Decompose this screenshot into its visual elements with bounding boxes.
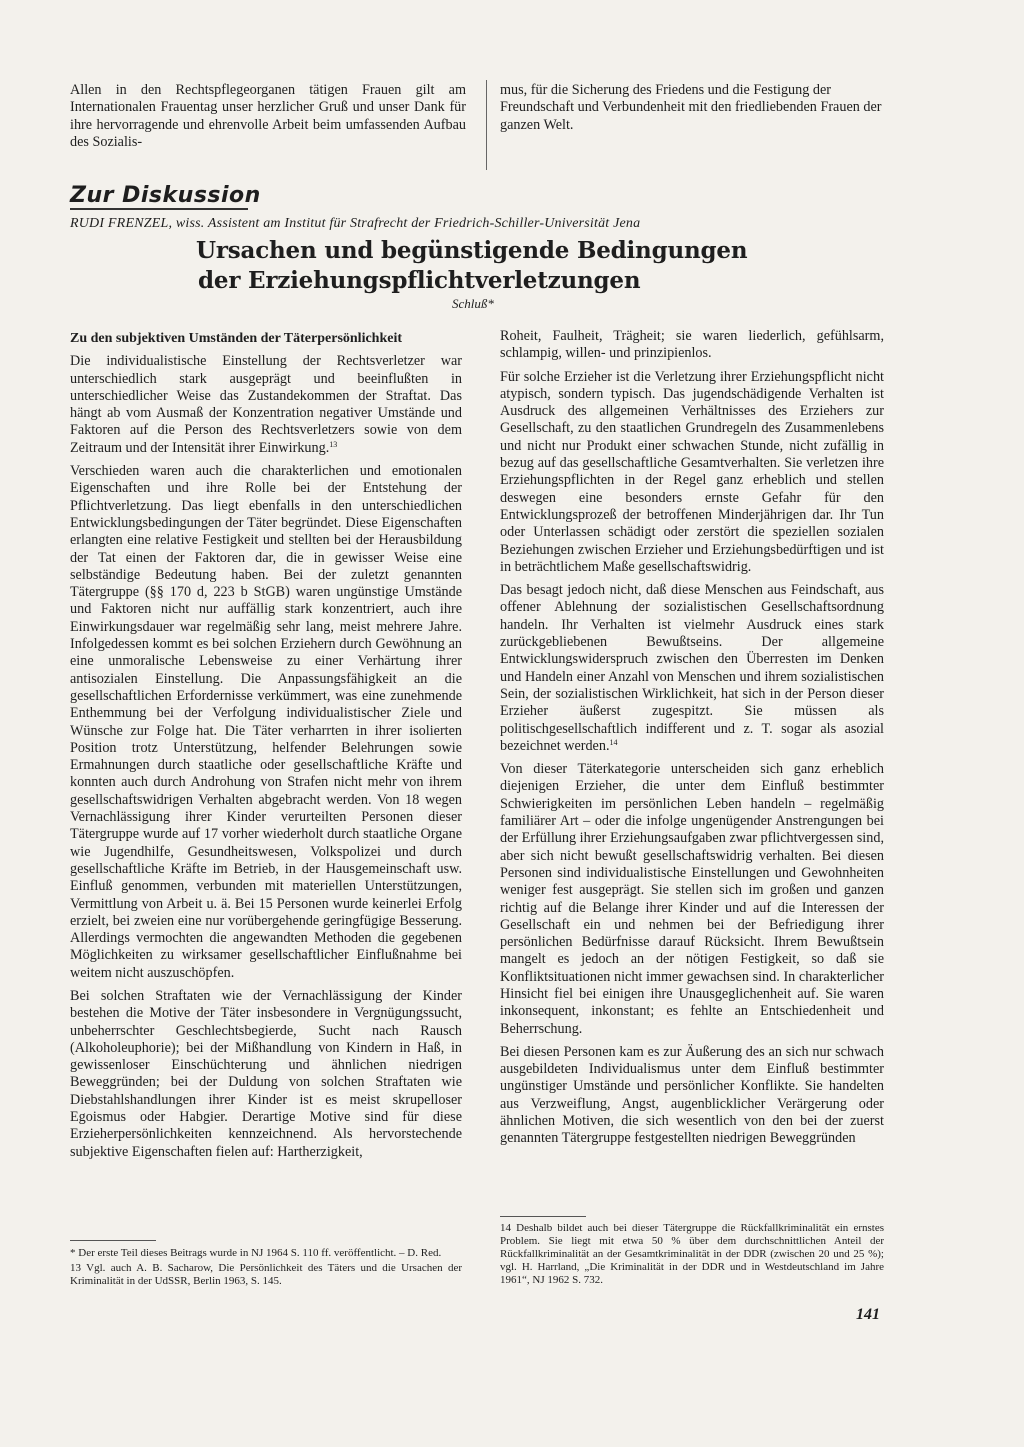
body-right-column [500,328,884,1154]
paragraph-text: Die individualistische Einstellung der Rechtsverletzer war unterschiedlich stark ausgeprägt und beeinflußten in unterschiedlicher Weise das Zustandekommen der Straftat. Das hängt ab vom Ausmaß der Konzentration negativer Umstände und Faktoren auf die Person des Rechtsverletzers sowie von dem Zeitraum und der Intensität ihrer Einwirkung. [70,353,462,456]
body-left-column [70,330,462,1167]
body-paragraph: Von dieser Täterkategorie unterscheiden sich ganz erheblich diejenigen Erzieher, die unter dem Einfluß bestimmter Schwierigkeiten im persönlichen Leben handeln – regelmäßig familiärer Art – oder die infolge ungenügender Anstrengungen bei der Erfüllung ihrer Erziehungsaufgaben zwar pflichtvergessen sind, aber sich nicht bewußt gesellschaftswidrig verhalten. Bei diesen Personen sind individualistische Einstellungen und Gewohnheiten weniger fest ausgeprägt. Sie stellen sich im großen und ganzen richtig auf die Belange ihrer Kinder und auf die Interessen der Gesellschaft ein und nehmen bei der Befriedigung ihrer persönlichen Bedürfnisse darauf Rücksicht. Ihrem Bewußtsein mangelt es jedoch an der nötigen Festigkeit, so daß sie Konfliktsituationen nicht immer gewachsen sind. In charakterlicher Hinsicht fiel bei einigen ihre Unausgeglichenheit auf. Sie waren inkonsequent, inkonstant; es fehlte an Entschiedenheit und Beherrschung. [500,761,884,1037]
author-byline: RUDI FRENZEL, wiss. Assistent am Institut für Strafrecht der Friedrich-Schiller-Universität Jena [70,216,641,231]
footnote-ref-14: 14 [609,737,618,747]
headline-line-1: Ursachen und begünstigende Bedingungen [196,237,748,264]
body-paragraph: Roheit, Faulheit, Trägheit; sie waren liederlich, gefühlsarm, schlampig, willen- und prinzipienlos. [500,328,884,362]
body-paragraph: Verschieden waren auch die charakterlichen und emotionalen Eigenschaften und ihre Rolle bei der Entstehung der Pflichtverletzung. Das liegt ebenfalls in den unterschiedlichen Entwicklungsbedingungen der Täter begründet. Diese Eigenschaften erlangten eine relative Festigkeit und stellten bei der Herausbildung der Tat einen der Faktoren dar, die in gewisser Weise eine selbständige Bedeutung haben. Bei der zuletzt genannten Tätergruppe (§§ 170 d, 223 b StGB) waren ungünstige Umstände und Faktoren nicht nur auffällig stark konzentriert, auch ihre Einwirkungsdauer war regelmäßig sehr lang, meist mehrere Jahre. Infolgedessen kommt es bei solchen Erziehern durch Gewöhnung an eine unmoralische Lebensweise zu einer Verhärtung ihrer antisozialen Einstellung. Die Anpassungsfähigkeit an die gesellschaftlichen Erfordernisse verkümmert, was eine zunehmende Enthemmung bei der Verfolgung individualistischer Ziele und Wünsche zur Folge hat. Die Täter verharrten in ihrer isolierten Position trotz Unterstützung, helfender Belehrungen sowie Ermahnungen durch staatliche oder gesellschaftliche Kräfte und konnten auch durch Androhung von Strafen nicht mehr von ihrem gesellschaftswidrigen Verhalten abgebracht werden. Von 18 wegen Vernachlässigung ihrer Kinder verurteilten Personen dieser Tätergruppe wurde auf 17 vorher wiederholt durch staatliche Organe wie Jugendhilfe, Gesundheitswesen, Volkspolizei und durch gesellschaftliche Kräfte im Betrieb, in der Hausgemeinschaft usw. Einfluß genommen, verbunden mit materiellen Unterstützungen, Vermittlung von Arbeit u. ä. Bei 15 Personen wurde keinerlei Erfolg erzielt, bei zweien eine nur vorübergehende geringfügige Besserung. Allerdings vermochten die angewandten Methoden die gegebenen Möglichkeiten zu wirksamer gesellschaftlicher Einflußnahme bei weitem nicht auszuschöpfen. [70,463,462,981]
headline-line-2: der Erziehungspflichtverletzungen [198,267,641,294]
footnote-ref-13: 13 [329,439,338,449]
intro-left-column [70,82,466,157]
footnotes-right [500,1222,884,1289]
footnote-14: 14 Deshalb bildet auch bei dieser Tätergruppe die Rückfallkriminalität ein ernstes Problem. Sie liegt mit etwa 50 % über dem durchschnittlichen Anteil der Rückfallkriminalität an der Gesamtkriminalität in der DDR (zwischen 20 und 25 %); vgl. H. Harrland, „Die Kriminalität in der DDR und in Westdeutschland im Jahre 1961“, NJ 1962 S. 732. [500,1222,884,1286]
intro-right-column [500,82,882,140]
column-divider [486,80,487,170]
paragraph-text: Das besagt jedoch nicht, daß diese Menschen aus Feindschaft, aus offener Ablehnung der sozialistischen Gesellschaftsordnung handeln. Ihr Verhalten ist vielmehr Ausdruck eines stark zurückgebliebenen Bewußtseins. Der allgemeine Entwicklungswiderspruch zwischen den Überresten im Denken und Handeln einer Anzahl von Menschen und ihrem sozialistischen Sein, der sozialistischen Wirklichkeit, hat sich in der Person dieser Erzieher äußerst zugespitzt. Sie müssen als politischgesellschaftlich indifferent und z. T. sogar als asozial bezeichnet werden. [500,582,884,754]
page-number: 141 [856,1306,880,1323]
body-paragraph [70,353,462,457]
footnote-13: 13 Vgl. auch A. B. Sacharow, Die Persönlichkeit des Täters und die Ursachen der Kriminalität in der UdSSR, Berlin 1963, S. 145. [70,1262,462,1287]
article-headline [196,236,756,296]
footnotes-left [70,1247,462,1290]
footnote-rule [70,1240,156,1241]
continuation-note: Schluß* [452,296,494,311]
body-paragraph: Bei solchen Straftaten wie der Vernachlässigung der Kinder bestehen die Motive der Täter insbesondere in Vergnügungssucht, unbeherrschter Geschlechtsbegierde, Sucht nach Rausch (Alkoholeuphorie); bei der Mißhandlung von Kindern in Haß, in gewissenloser Einschüchterung und ähnlichen niedrigen Beweggründen; bei der Duldung von solchen Straftaten wie Diebstahlshandlungen ihrer Kinder ist es meist skrupelloser Egoismus oder Habgier. Derartige Motive sind für diese Erzieherpersönlichkeiten kennzeichnend. Als hervorstechende subjektive Eigenschaften fielen auf: Hartherzigkeit, [70,987,462,1160]
footnote-star: * Der erste Teil dieses Beitrags wurde in NJ 1964 S. 110 ff. veröffentlicht. – D. Red. [70,1247,442,1259]
intro-right-paragraph: mus, für die Sicherung des Friedens und die Festigung der Freundschaft und Verbundenheit mit den friedliebenden Frauen der ganzen Welt. [500,82,882,133]
intro-left-paragraph: Allen in den Rechtspflegeorganen tätigen Frauen gilt am Internationalen Frauentag unser herzlicher Gruß und unser Dank für ihre hervorragende und ehrenvolle Arbeit beim umfassenden Aufbau des Sozialis- [70,82,466,150]
footnote-rule [500,1216,586,1217]
kicker-underline [70,208,248,210]
body-paragraph: Bei diesen Personen kam es zur Äußerung des an sich nur schwach ausgebildeten Individualismus unter dem Einfluß bestimmter ungünstiger Umstände und persönlicher Konflikte. Sie handelten aus Verzweiflung, Angst, augenblicklicher Verärgerung oder ähnlichen Motiven, die sich wesentlich von den bei der zuerst genannten Tätergruppe festgestellten niedrigen Beweggründen [500,1043,884,1147]
subsection-heading: Zu den subjektiven Umständen der Täterpersönlichkeit [70,331,403,346]
body-paragraph: Für solche Erzieher ist die Verletzung ihrer Erziehungspflicht nicht atypisch, sondern typisch. Das jugendschädigende Verhalten ist Ausdruck des allgemeinen Verhältnisses des Erziehers zur Gesellschaft, zu den staatlichen Grundregeln des Zusammenlebens und nicht nur Produkt einer schwachen Stunde, nicht zufällig in bezug auf das gesellschaftliche Gesamtverhalten. Sie verletzen ihre Erziehungspflichten in der Regel ganz erheblich und stellen deswegen eine besonders ernste Gefahr für den Entwicklungsprozeß der betroffenen Minderjährigen dar. Ihr Tun oder Unterlassen schädigt oder zerstört die speziellen sozialen Beziehungen zwischen Erzieher und Erziehungsbedürftigen und ist in beträchtlichem Maße gesellschaftswidrig. [500,368,884,575]
section-kicker: Zur Diskussion [70,183,261,208]
body-paragraph [500,582,884,755]
